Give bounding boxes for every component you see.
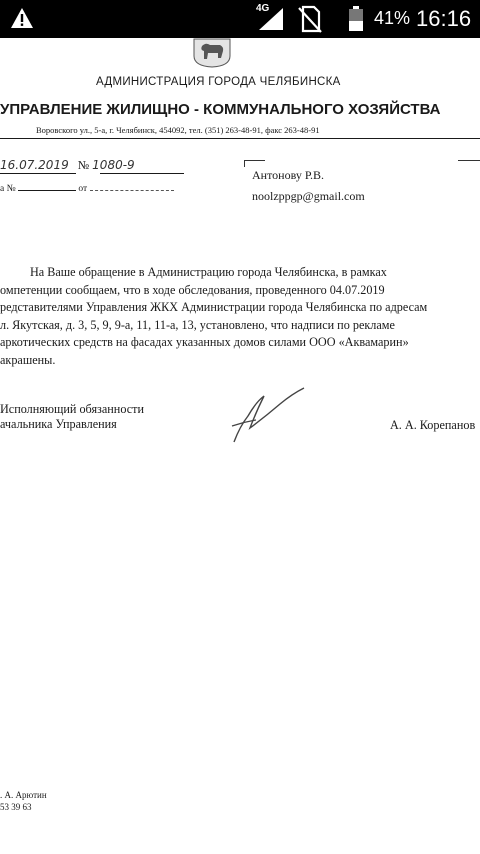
body-line: На Ваше обращение в Администрацию города Челябинска, в рамках — [30, 265, 387, 279]
no-sim-icon — [298, 5, 322, 33]
body-line: редставителями Управления ЖКХ Администрации города Челябинска по адресам — [0, 300, 428, 315]
city-emblem-icon — [190, 38, 234, 68]
battery-icon — [348, 6, 364, 32]
body-line: аркотических средств на фасадах указанных домов силами ООО «Аквамарин» — [0, 335, 409, 350]
number-underline — [100, 173, 184, 174]
executor-info — [0, 789, 47, 813]
reference-line: а № от — [0, 184, 174, 194]
number-sign: № — [77, 158, 90, 172]
recipient-block — [252, 168, 365, 210]
body-line: акрашены. — [0, 352, 56, 367]
network-type-label: 4G — [256, 3, 270, 14]
executor-phone: 53 39 63 — [0, 802, 32, 812]
administration-title: АДМИНИСТРАЦИЯ ГОРОДА ЧЕЛЯБИНСКА — [96, 76, 341, 88]
battery-percent: 41% — [374, 8, 411, 28]
recipient-email: noolzppgp@gmail.com — [252, 189, 365, 203]
signer-position: Исполняющий обязанности ачальника Управления — [0, 402, 144, 431]
executor-name: . А. Арютин — [0, 790, 47, 800]
clock: 16:16 — [416, 6, 472, 31]
department-address: Воровского ул., 5-а, г. Челябинск, 454092, тел. (351) 263-48-91, факс 263-48-91 — [36, 125, 320, 135]
signer-name: А. А. Корепанов — [390, 418, 476, 432]
letterhead-divider — [0, 138, 480, 139]
status-bar — [0, 0, 480, 38]
warning-icon — [10, 7, 34, 29]
signal-icon — [258, 7, 284, 31]
date-underline — [0, 173, 76, 174]
body-line: омпетенции сообщаем, что в ходе обследования, проведенного 04.07.2019 — [0, 282, 385, 297]
department-title: УПРАВЛЕНИЕ ЖИЛИЩНО - КОММУНАЛЬНОГО ХОЗЯЙСТВА — [0, 101, 441, 118]
registration-date-line — [0, 158, 135, 173]
letter-body — [0, 264, 480, 370]
recipient-name: Антонову Р.В. — [252, 168, 325, 182]
handwritten-signature — [226, 382, 316, 446]
registration-date: 16.07.2019 — [0, 158, 69, 172]
body-line: л. Якутская, д. 3, 5, 9, 9-а, 11, 11-а, 13, установлено, что надписи по рекламе — [0, 317, 395, 332]
registration-number: 1080-9 — [92, 158, 135, 172]
document-page — [0, 38, 480, 854]
recipient-bracket-left — [244, 160, 265, 167]
recipient-bracket-right — [458, 160, 480, 167]
